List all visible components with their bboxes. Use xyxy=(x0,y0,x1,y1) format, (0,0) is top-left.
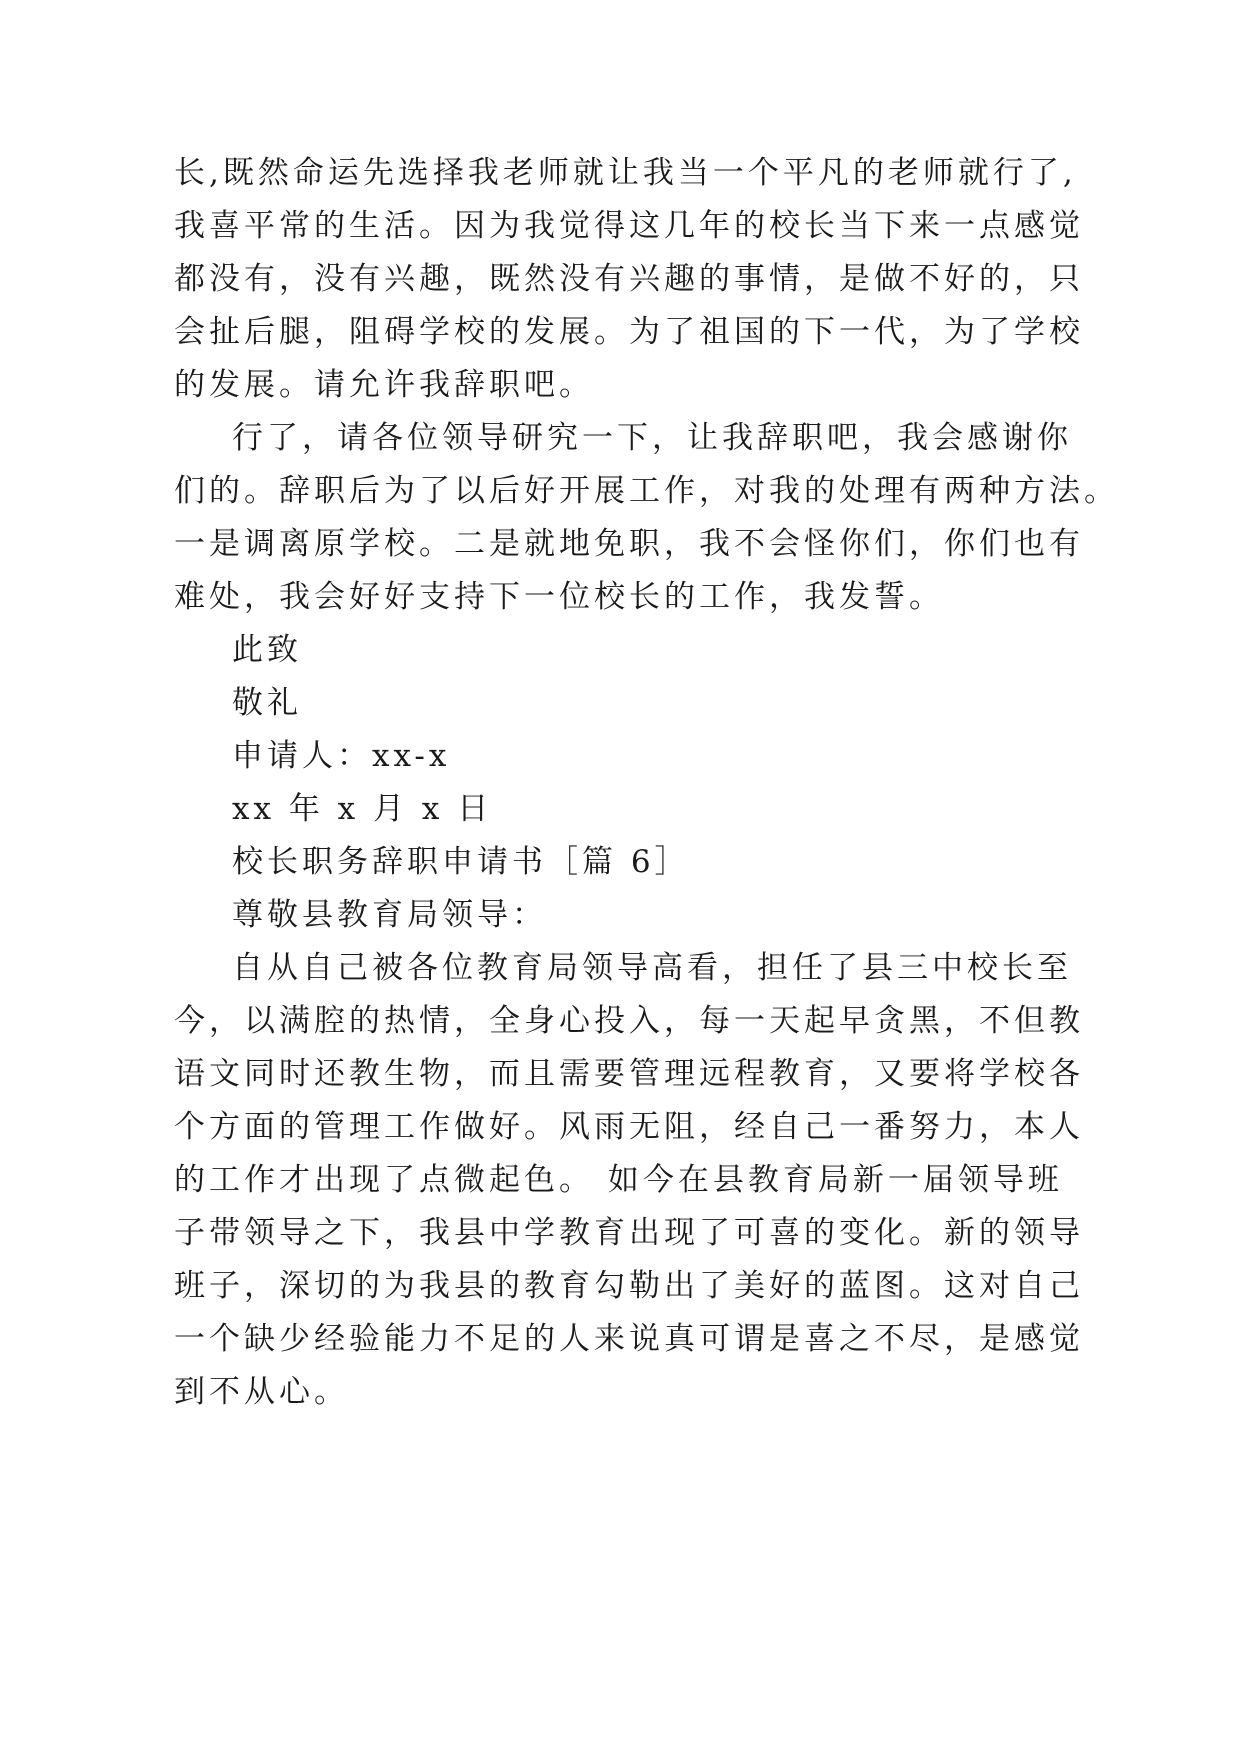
text-line: 个方面的管理工作做好。风雨无阻，经自己一番努力，本人 xyxy=(174,1109,1084,1145)
text-line: 我喜平常的生活。因为我觉得这几年的校长当下来一点感觉 xyxy=(174,208,1084,244)
text-line: 一是调离原学校。二是就地免职，我不会怪你们，你们也有 xyxy=(174,526,1084,562)
closing-regards: 敬礼 xyxy=(232,685,302,721)
closing-salutation: 此致 xyxy=(232,632,302,668)
text-line: 的工作才出现了点微起色。 如今在县教育局新一届领导班 xyxy=(174,1162,1063,1198)
text-line: 长,既然命运先选择我老师就让我当一个平凡的老师就行了, xyxy=(174,155,1077,191)
text-line: 难处，我会好好支持下一位校长的工作，我发誓。 xyxy=(174,579,944,615)
applicant-signature: 申请人：xx-x xyxy=(232,738,451,774)
text-line: 行了，请各位领导研究一下，让我辞职吧，我会感谢你 xyxy=(232,420,1072,456)
text-line: 都没有，没有兴趣，既然没有兴趣的事情，是做不好的，只 xyxy=(174,261,1084,297)
text-line: 班子，深切的为我县的教育勾勒出了美好的蓝图。这对自己 xyxy=(174,1268,1084,1304)
text-line: 子带领导之下，我县中学教育出现了可喜的变化。新的领导 xyxy=(174,1215,1084,1251)
text-line: 的发展。请允许我辞职吧。 xyxy=(174,367,594,403)
text-line: 会扯后腿，阻碍学校的发展。为了祖国的下一代，为了学校 xyxy=(174,314,1084,350)
text-line: 自从自己被各位教育局领导高看，担任了县三中校长至 xyxy=(232,950,1072,986)
section-title: 校长职务辞职申请书［篇 6］ xyxy=(232,844,690,880)
text-line: 一个缺少经验能力不足的人来说真可谓是喜之不尽，是感觉 xyxy=(174,1321,1084,1357)
text-line: 们的。辞职后为了以后好开展工作，对我的处理有两种方法。 xyxy=(174,473,1119,509)
text-line: 语文同时还教生物，而且需要管理远程教育，又要将学校各 xyxy=(174,1056,1084,1092)
letter-date: xx 年 x 月 x 日 xyxy=(232,791,493,827)
text-line: 今，以满腔的热情，全身心投入，每一天起早贪黑，不但教 xyxy=(174,1003,1084,1039)
salutation: 尊敬县教育局领导： xyxy=(232,897,547,933)
text-line: 到不从心。 xyxy=(174,1374,349,1410)
